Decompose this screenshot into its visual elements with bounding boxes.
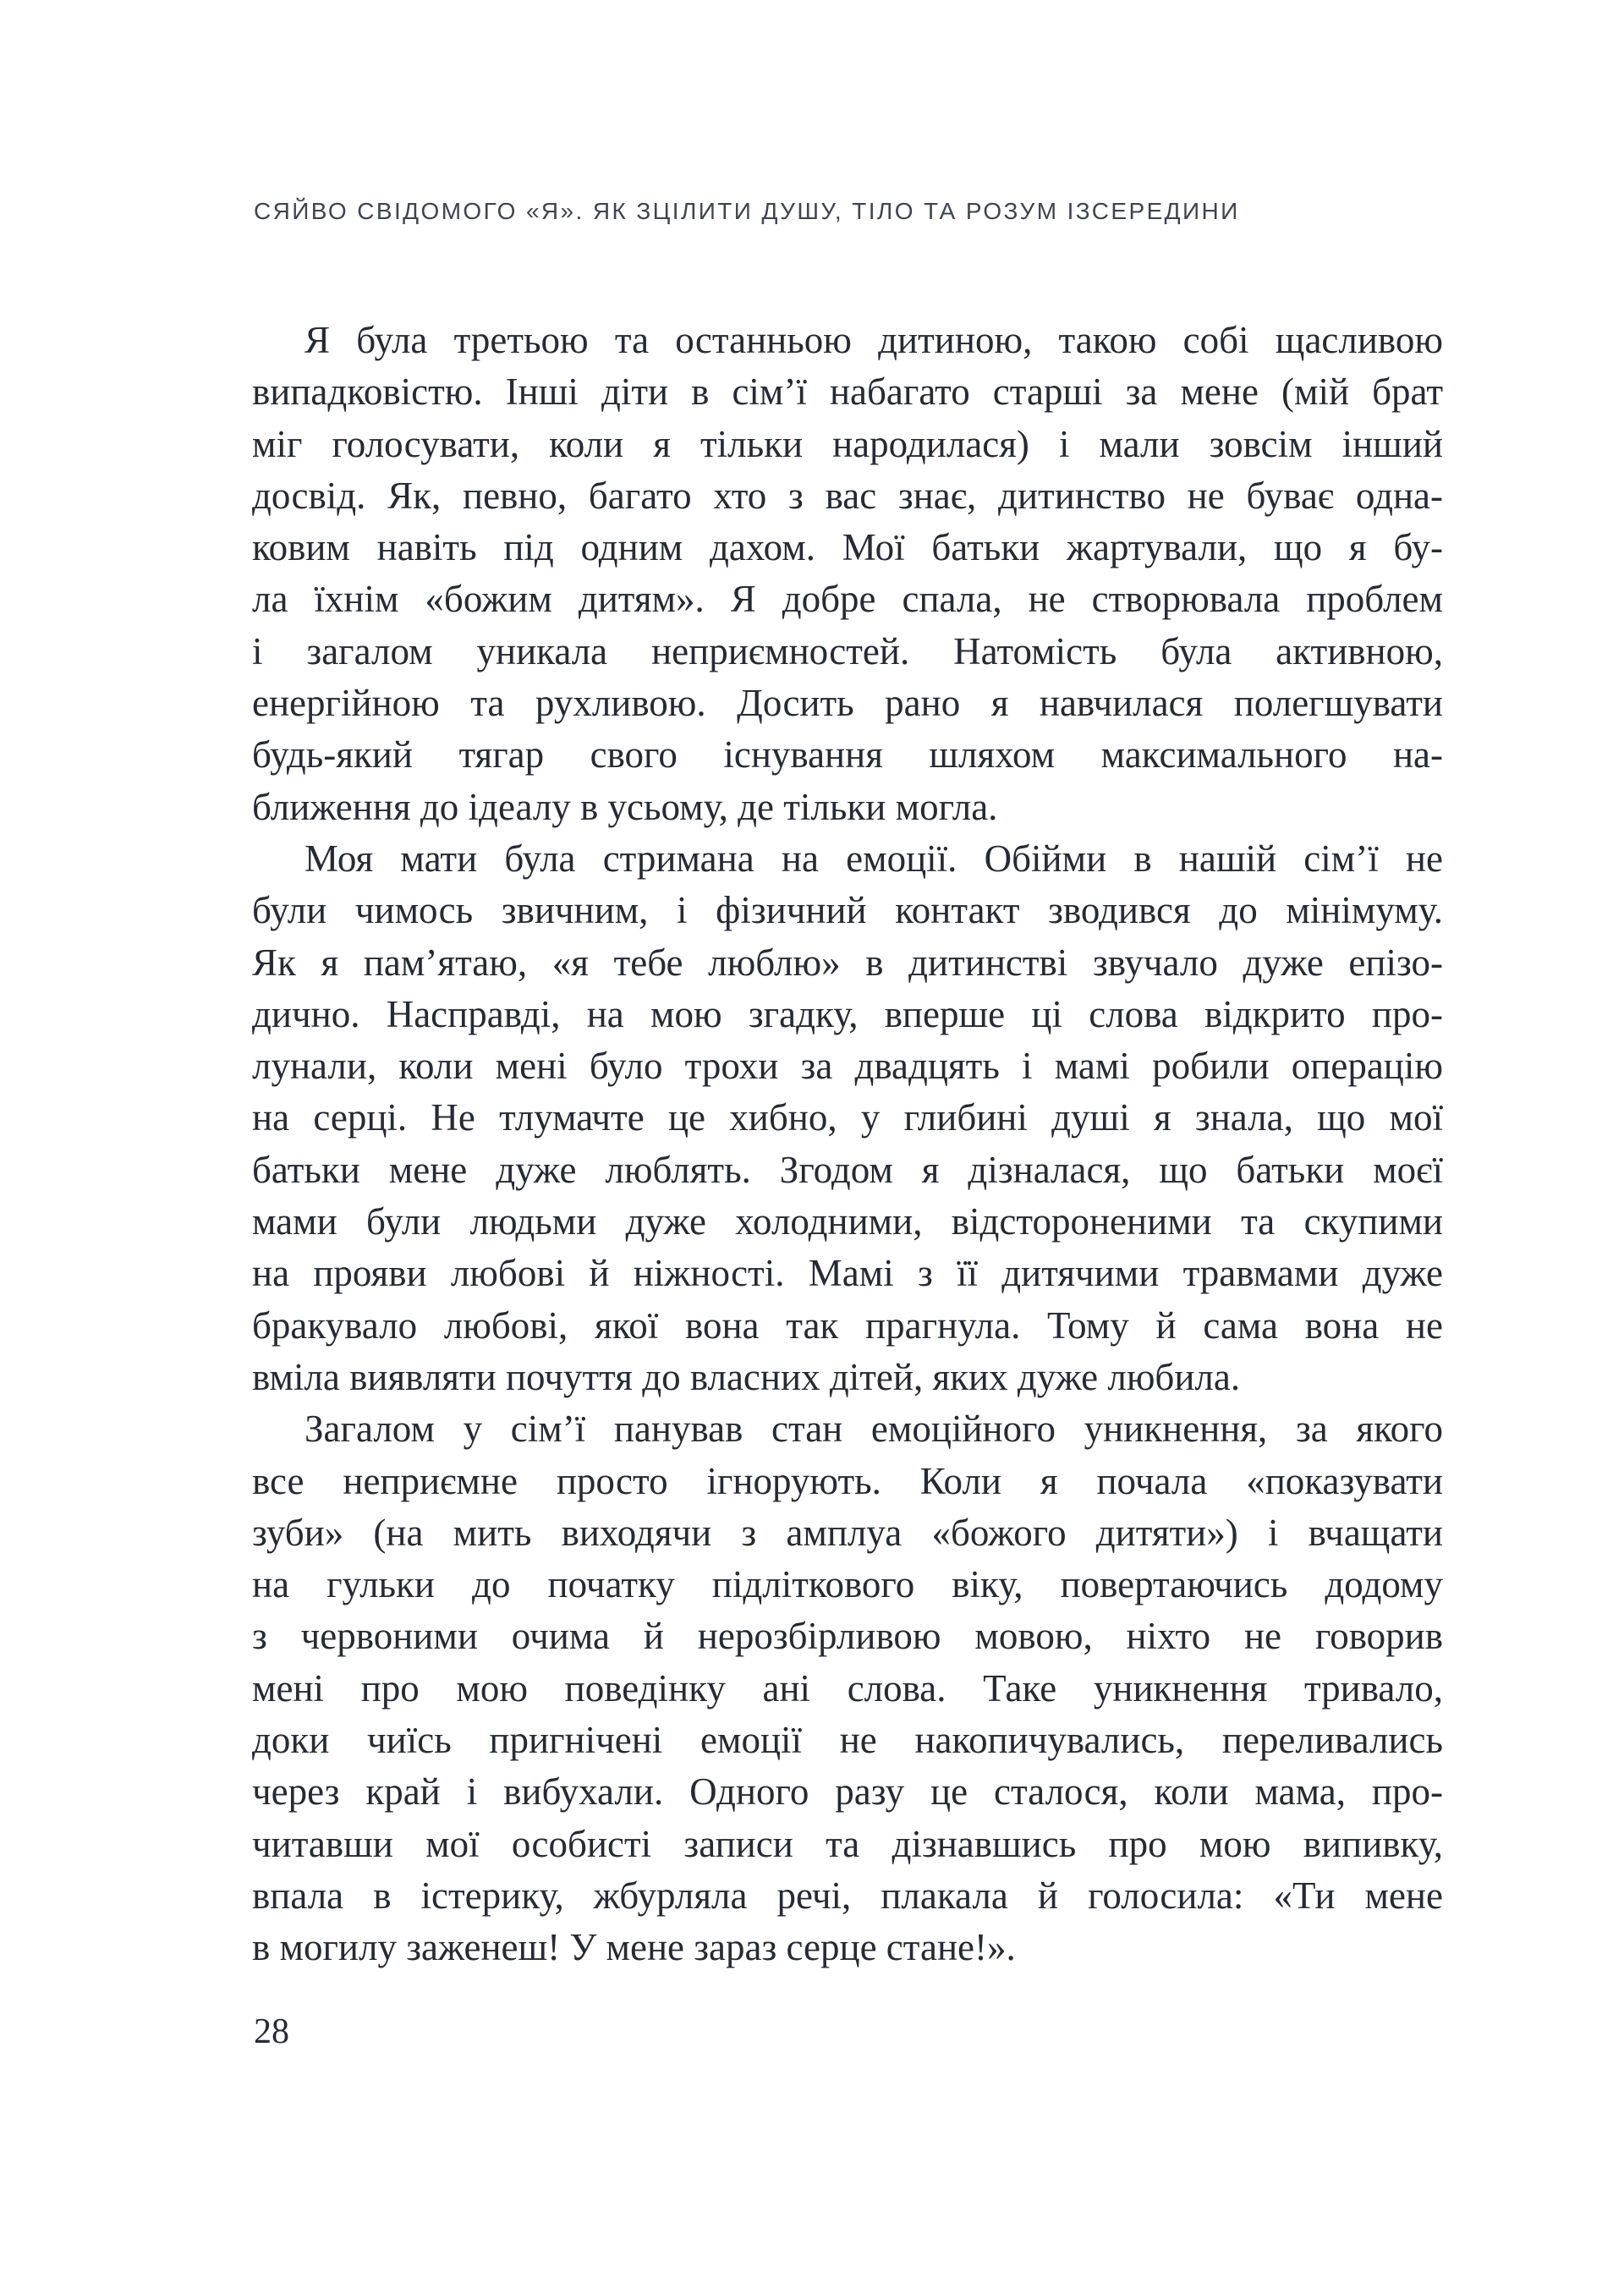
text-line: випадковістю. Інші діти в сім’ї набагато старші за мене (мій брат [252, 370, 1443, 414]
text-line: будь-який тягар свого існування шляхом максимального на- [252, 733, 1443, 777]
text-line: вміла виявляти почуття до власних дітей, яких дуже любила. [252, 1355, 1241, 1398]
text-line: батьки мене дуже люблять. Згодом я дізналася, що батьки моєї [252, 1148, 1443, 1191]
text-line: ближення до ідеалу в усьому, де тільки могла. [252, 785, 998, 828]
text-line: ла їхнім «божим дитям». Я добре спала, не створювала проблем [252, 578, 1443, 621]
text-line: Я була третьою та останньою дитиною, такою собі щасливою [304, 319, 1443, 361]
text-line: на серці. Не тлумачте це хибно, у глибині душі я знала, що мої [252, 1096, 1443, 1139]
page-number: 28 [254, 2012, 289, 2051]
text-line: через край і вибухали. Одного разу це сталося, коли мама, про- [252, 1770, 1443, 1814]
body-text [252, 315, 1443, 1974]
text-line: читавши мої особисті записи та дізнавшись про мою випивку, [252, 1822, 1443, 1865]
text-line: в могилу заженеш! У мене зараз серце стане!». [252, 1926, 1016, 1969]
text-line: з червоними очима й нерозбірливою мовою, ніхто не говорив [252, 1615, 1443, 1658]
text-line: дично. Насправді, на мою згадку, вперше ці слова відкрито про- [252, 992, 1443, 1035]
running-header: СЯЙВО СВІДОМОГО «Я». ЯК ЗЦІЛИТИ ДУШУ, ТІЛО ТА РОЗУМ ІЗСЕРЕДИНИ [254, 198, 1240, 224]
text-line: на прояви любові й ніжності. Мамі з її дитячими травмами дуже [252, 1252, 1443, 1295]
text-line: Моя мати була стримана на емоції. Обійми в нашій сім’ї не [304, 837, 1443, 880]
text-line: бракувало любові, якої вона так прагнула. Тому й сама вона не [252, 1303, 1443, 1347]
text-line: і загалом уникала неприємностей. Натомість була активною, [252, 629, 1443, 672]
text-line: досвід. Як, певно, багато хто з вас знає, дитинство не буває одна- [252, 474, 1443, 517]
text-line: все неприємне просто ігнорують. Коли я почала «показувати [252, 1459, 1443, 1502]
text-line: були чимось звичним, і фізичний контакт зводився до мінімуму. [252, 889, 1443, 932]
text-line: енергійною та рухливою. Досить рано я навчилася полегшувати [252, 682, 1443, 725]
text-line: міг голосувати, коли я тільки народилася) і мали зовсім інший [252, 422, 1443, 465]
text-line: мами були людьми дуже холодними, відстороненими та скупими [252, 1200, 1443, 1243]
text-line: на гульки до початку підліткового віку, повертаючись додому [252, 1563, 1443, 1606]
paragraph [252, 1403, 1443, 1973]
text-line: ковим навіть під одним дахом. Мої батьки жартували, що я бу- [252, 526, 1443, 569]
text-line: доки чиїсь пригнічені емоції не накопичувались, переливались [252, 1719, 1443, 1762]
text-line: мені про мою поведінку ані слова. Таке уникнення тривало, [252, 1666, 1443, 1709]
text-line: Загалом у сім’ї панував стан емоційного уникнення, за якого [304, 1408, 1443, 1451]
text-line: Як я пам’ятаю, «я тебе люблю» в дитинстві звучало дуже епізо- [252, 941, 1443, 984]
text-line: впала в істерику, жбурляла речі, плакала й голосила: «Ти мене [252, 1874, 1443, 1917]
paragraph [252, 315, 1443, 833]
text-line: лунали, коли мені було трохи за двадцять і мамі робили операцію [252, 1045, 1443, 1088]
text-line: зуби» (на мить виходячи з амплуа «божого дитяти») і вчащати [252, 1511, 1443, 1554]
paragraph [252, 833, 1443, 1403]
